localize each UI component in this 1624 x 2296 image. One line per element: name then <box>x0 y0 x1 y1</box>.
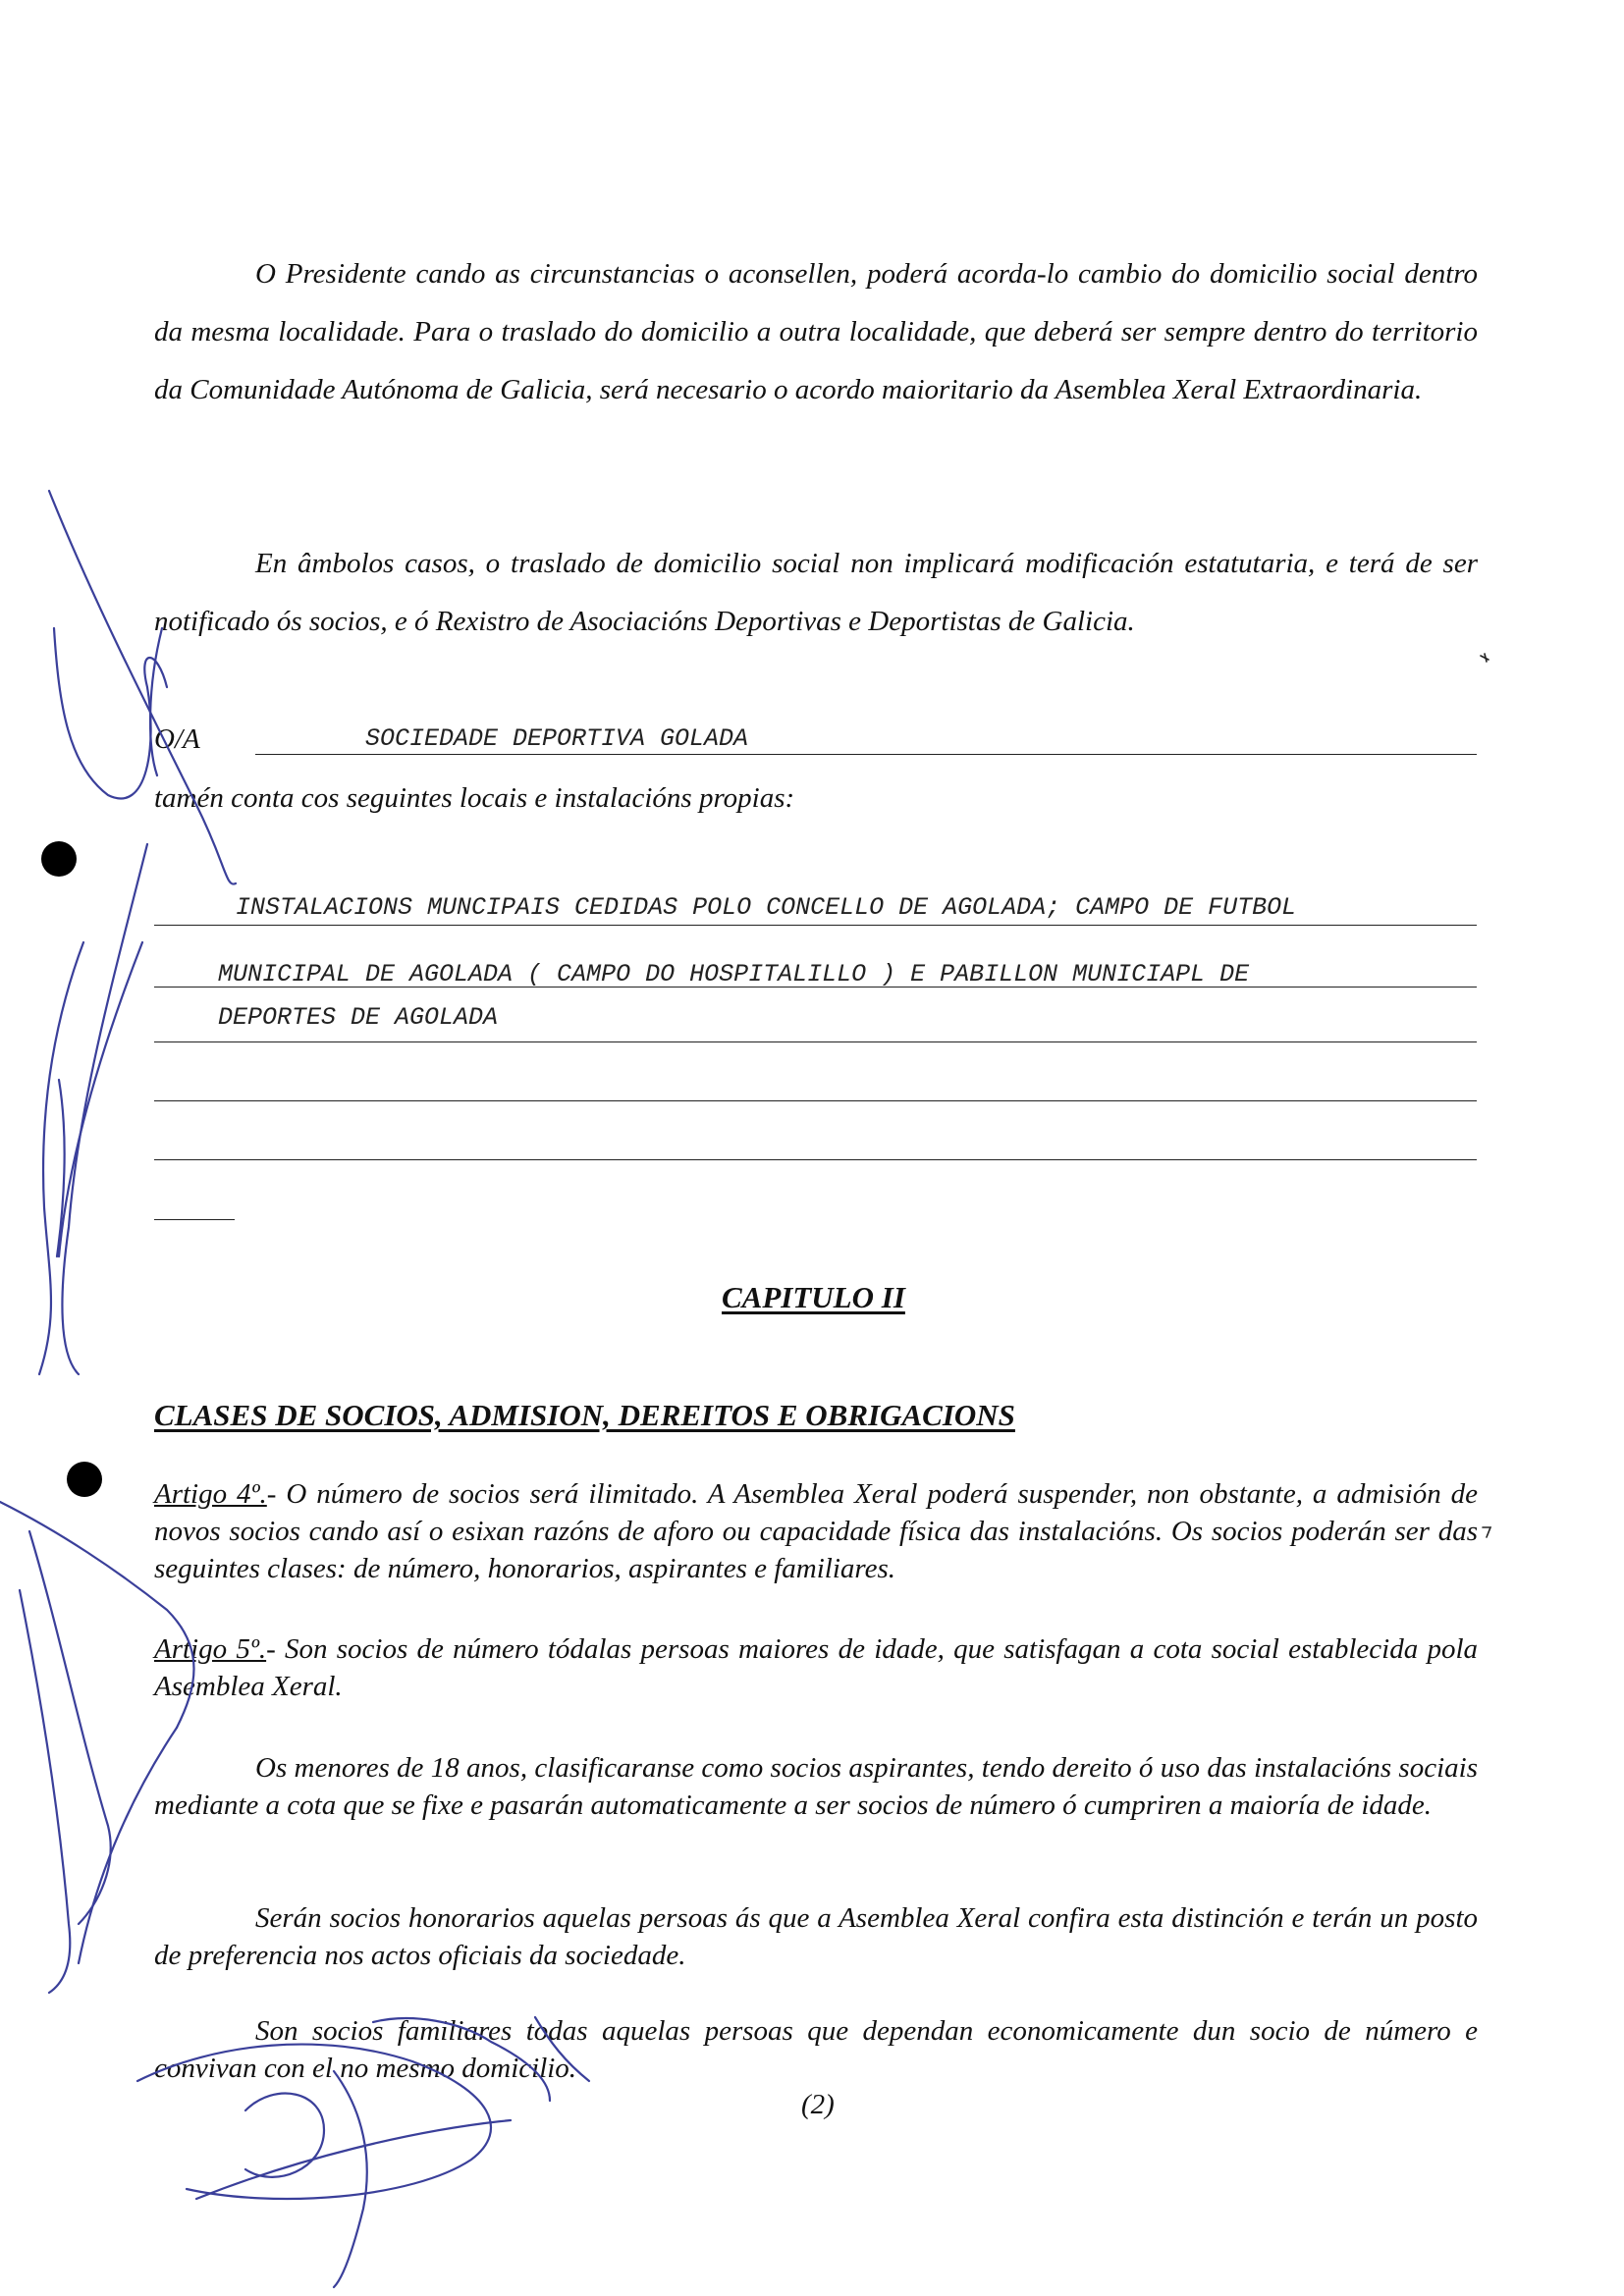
margin-stroke-2 <box>59 942 142 1256</box>
margin-stroke-8 <box>79 1728 177 1963</box>
tamen-text: tamén conta cos seguintes locais e instalacións propias: <box>154 782 795 814</box>
signature-loop-2 <box>245 2094 324 2177</box>
paragraph-domicile-change: O Presidente cando as circunstancias o aconsellen, poderá acorda-lo cambio do domicilio social dentro da mesma localidade. Para o traslado do domicilio a outra localidade, que deberá ser sempre dentro do territorio da Comunidade Autónoma de Galicia, será necesario o acordo maioritario da Asemblea Xeral Extraordinaria. <box>154 258 1478 405</box>
margin-stroke-1 <box>62 844 147 1374</box>
signature-loop-1 <box>137 2045 491 2199</box>
article-4-label: Artigo 4º. <box>154 1478 267 1510</box>
paragraph-notification: En âmbolos casos, o traslado de domicilio social non implicará modificación estatutaria, e terá de ser notificado ós socios, e ó Rexistro de Asociacións Deportivas e Deportistas de Galicia. <box>154 548 1478 637</box>
signature-stroke-3 <box>150 628 162 775</box>
signature-sweep <box>196 2120 511 2199</box>
margin-tick-2 <box>1483 1527 1490 1537</box>
entity-name: SOCIEDADE DEPORTIVA GOLADA <box>365 724 749 753</box>
page-number: (2) <box>801 2089 835 2120</box>
paragraph-honorarios: Serán socios honorarios aquelas persoas ás que a Asemblea Xeral confira esta distinción e terán un posto de preferencia nos actos oficiais da sociedade. <box>154 1902 1478 1971</box>
facility-line-1: INSTALACIONS MUNCIPAIS CEDIDAS POLO CONCELLO DE AGOLADA; CAMPO DE FUTBOL <box>236 893 1297 922</box>
facility-line-3: DEPORTES DE AGOLADA <box>218 1003 499 1032</box>
signature-stroke-5 <box>535 2017 589 2081</box>
margin-stroke-6 <box>29 1531 111 1924</box>
margin-tick-1 <box>1481 654 1489 662</box>
paragraph-menores: Os menores de 18 anos, clasificaranse como socios aspirantes, tendo dereito ó uso das instalacións sociais mediante a cota que se fixe e pasarán automaticamente a ser socios de número ó cumpriren a maioría de idade. <box>154 1752 1478 1821</box>
article-4-text: - O número de socios será ilimitado. A Asemblea Xeral poderá suspender, non obstante, a admisión de novos socios cando así o esixan razóns de aforo ou capacidade física das instalacións. Os socios poderán ser das seguintes clases: de número, honorarios, aspirantes e familiares. <box>154 1478 1478 1584</box>
signature-stroke-1 <box>49 491 236 884</box>
margin-stroke-5 <box>0 1502 194 1728</box>
signature-stroke-4 <box>373 2018 550 2101</box>
article-5-label: Artigo 5º. <box>154 1633 267 1665</box>
chapter-title: CAPITULO II <box>722 1280 905 1314</box>
paragraph-familiares: Son socios familiares todas aquelas persoas que dependan economicamente dun socio de número e convivan con el no mesmo domicilio. <box>154 2015 1478 2084</box>
signature-stem <box>334 2071 367 2287</box>
article-5-text: - Son socios de número tódalas persoas maiores de idade, que satisfagan a cota social establecida pola Asemblea Xeral. <box>154 1633 1479 1702</box>
oa-label: O/A <box>154 723 200 755</box>
chapter-subtitle: CLASES DE SOCIOS, ADMISION, DEREITOS E OBRIGACIONS <box>154 1398 1015 1432</box>
facility-line-2: MUNICIPAL DE AGOLADA ( CAMPO DO HOSPITALILLO ) E PABILLON MUNICIAPL DE <box>218 960 1250 988</box>
margin-stroke-4 <box>57 1080 65 1256</box>
